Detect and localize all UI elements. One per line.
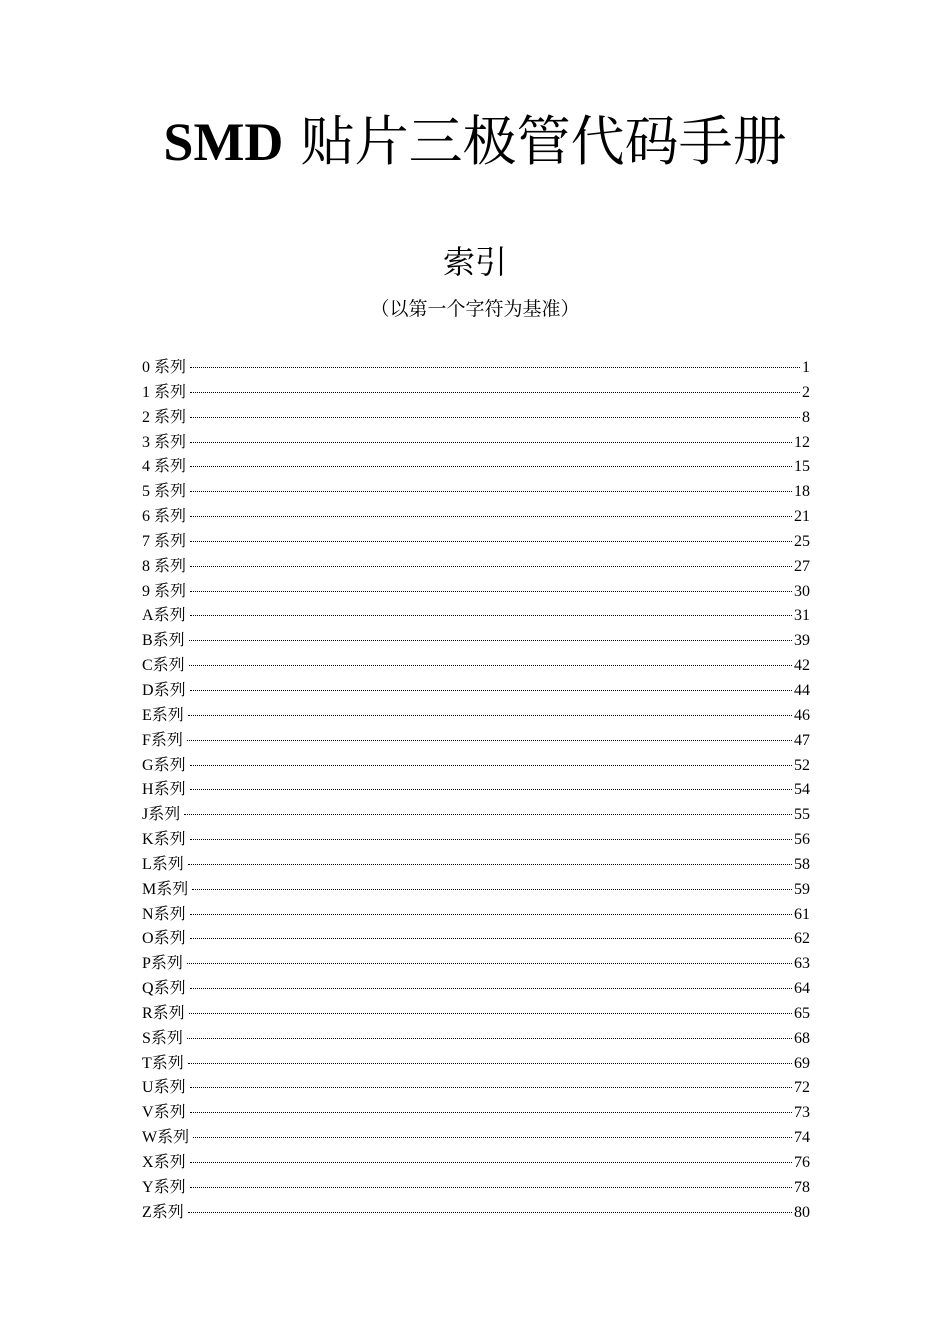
toc-page-number: 62 xyxy=(794,930,810,948)
toc-entry-label xyxy=(142,802,180,827)
toc-entry[interactable] xyxy=(142,454,810,479)
toc-entry-label xyxy=(142,951,183,976)
toc-dot-leader xyxy=(188,1212,792,1213)
toc-entry-series: 系列 xyxy=(154,555,187,575)
toc-entry-prefix: S xyxy=(142,1029,151,1047)
toc-entry-prefix: P xyxy=(142,955,151,973)
toc-entry[interactable] xyxy=(142,1150,810,1175)
toc-dot-leader xyxy=(190,914,792,915)
toc-entry-series: 系列 xyxy=(154,481,187,501)
toc-page-number: 74 xyxy=(794,1129,810,1147)
toc-dot-leader xyxy=(190,491,792,492)
toc-dot-leader xyxy=(190,566,792,567)
toc-page-number: 39 xyxy=(794,632,810,650)
toc-entry-label xyxy=(142,529,186,554)
toc-entry-prefix: 2 xyxy=(142,408,154,426)
toc-dot-leader xyxy=(188,864,792,865)
toc-page-number: 27 xyxy=(794,557,810,575)
toc-page-number: 78 xyxy=(794,1178,810,1196)
toc-page-number: 76 xyxy=(794,1154,810,1171)
toc-entry-series: 系列 xyxy=(154,580,187,600)
toc-entry[interactable] xyxy=(142,1051,810,1076)
toc-entry-label xyxy=(142,1125,189,1150)
toc-dot-leader xyxy=(190,690,792,691)
index-heading: 索引 xyxy=(442,243,507,281)
toc-entry[interactable] xyxy=(142,430,810,455)
toc-entry-series: 系列 xyxy=(154,506,187,526)
toc-entry-prefix: 5 xyxy=(142,483,154,501)
toc-entry[interactable] xyxy=(142,703,810,728)
toc-entry-prefix: W xyxy=(142,1129,158,1147)
toc-page-number: 61 xyxy=(794,905,810,923)
toc-dot-leader xyxy=(192,889,792,890)
toc-dot-leader xyxy=(190,591,792,592)
toc-entry[interactable] xyxy=(142,1026,810,1051)
toc-dot-leader xyxy=(190,516,792,517)
toc-entry-label xyxy=(142,603,186,628)
toc-entry[interactable] xyxy=(142,753,810,778)
toc-entry-series: 系列 xyxy=(150,1027,183,1047)
toc-entry-series: 系列 xyxy=(152,655,185,675)
toc-page-number: 25 xyxy=(794,532,810,550)
toc-page-number: 18 xyxy=(794,483,810,501)
toc-entry-label xyxy=(142,1075,186,1100)
toc-entry-prefix: J xyxy=(142,806,149,824)
toc-entry-prefix: U xyxy=(142,1079,154,1097)
toc-entry-prefix: 7 xyxy=(142,532,154,550)
toc-dot-leader xyxy=(188,1063,792,1064)
toc-entry[interactable] xyxy=(142,827,810,852)
toc-page-number: 55 xyxy=(794,806,810,824)
toc-page-number: 54 xyxy=(794,781,810,799)
toc-page-number: 68 xyxy=(794,1029,810,1047)
toc-dot-leader xyxy=(190,615,792,616)
toc-entry[interactable] xyxy=(142,1001,810,1026)
toc-entry-series: 系列 xyxy=(153,829,186,849)
toc-entry-label xyxy=(142,405,186,430)
toc-dot-leader xyxy=(190,1087,792,1088)
toc-entry[interactable] xyxy=(142,504,810,529)
toc-entry-series: 系列 xyxy=(152,630,185,650)
toc-entry[interactable] xyxy=(142,579,810,604)
toc-dot-leader xyxy=(187,1038,792,1039)
toc-entry-label xyxy=(142,728,183,753)
toc-entry-prefix: T xyxy=(142,1054,152,1072)
toc-entry[interactable] xyxy=(142,1125,810,1150)
toc-entry-series: 系列 xyxy=(154,431,187,451)
toc-entry[interactable] xyxy=(142,603,810,628)
toc-page-number: 21 xyxy=(794,508,810,526)
toc-entry-series: 系列 xyxy=(154,357,187,376)
toc-entry[interactable] xyxy=(142,877,810,902)
toc-entry-label xyxy=(142,902,186,927)
toc-page-number: 44 xyxy=(794,681,810,699)
toc-entry[interactable] xyxy=(142,1200,810,1225)
toc-entry-prefix: 8 xyxy=(142,557,154,575)
toc-dot-leader xyxy=(190,1187,792,1188)
toc-entry-series: 系列 xyxy=(148,804,181,824)
toc-entry-series: 系列 xyxy=(153,903,186,923)
toc-entry-label xyxy=(142,1001,185,1026)
toc-entry-prefix: 9 xyxy=(142,582,154,600)
toc-entry[interactable] xyxy=(142,1100,810,1125)
toc-entry-label xyxy=(142,753,186,778)
toc-entry-label xyxy=(142,454,186,479)
document-title xyxy=(0,106,950,178)
toc-page-number: 15 xyxy=(794,458,810,476)
toc-entry-label xyxy=(142,1051,184,1076)
toc-entry-prefix: 4 xyxy=(142,458,154,476)
toc-entry-series: 系列 xyxy=(151,853,184,873)
toc-page-number: 72 xyxy=(794,1079,810,1097)
toc-entry-prefix: X xyxy=(142,1154,154,1171)
toc-entry-series: 系列 xyxy=(151,1052,184,1072)
toc-entry-series: 系列 xyxy=(154,406,187,426)
toc-dot-leader xyxy=(190,988,792,989)
toc-entry-series: 系列 xyxy=(153,928,186,948)
toc-page-number: 42 xyxy=(794,657,810,675)
toc-entry[interactable] xyxy=(142,554,810,579)
toc-entry-series: 系列 xyxy=(152,1002,185,1022)
toc-entry[interactable] xyxy=(142,1175,810,1200)
index-subtitle: （以第一个字符为基准） xyxy=(370,298,580,320)
toc-entry[interactable] xyxy=(142,777,810,802)
toc-entry-prefix: D xyxy=(142,681,154,699)
toc-entry-label xyxy=(142,430,186,455)
toc-page-number: 59 xyxy=(794,880,810,898)
toc-entry-series: 系列 xyxy=(153,1152,186,1171)
toc-entry[interactable] xyxy=(142,529,810,554)
toc-page-number: 1 xyxy=(802,359,810,376)
toc-page-number: 63 xyxy=(794,955,810,973)
toc-entry-prefix: V xyxy=(142,1104,154,1122)
toc-entry[interactable] xyxy=(142,852,810,877)
table-of-contents xyxy=(142,355,810,1225)
toc-entry[interactable] xyxy=(142,902,810,927)
toc-entry-series: 系列 xyxy=(157,1127,190,1147)
toc-page-number: 30 xyxy=(794,582,810,600)
toc-entry-prefix: E xyxy=(142,706,152,724)
toc-dot-leader xyxy=(190,367,800,368)
toc-entry[interactable] xyxy=(142,951,810,976)
toc-dot-leader xyxy=(190,541,792,542)
toc-entry[interactable] xyxy=(142,355,810,380)
toc-page-number: 12 xyxy=(794,433,810,451)
toc-entry-label xyxy=(142,479,186,504)
toc-entry-label xyxy=(142,852,184,877)
toc-entry-series: 系列 xyxy=(154,381,187,401)
toc-dot-leader xyxy=(190,789,792,790)
toc-entry-label xyxy=(142,1175,186,1200)
toc-entry-prefix: O xyxy=(142,930,154,948)
toc-page-number: 31 xyxy=(794,607,810,625)
toc-entry-series: 系列 xyxy=(153,679,186,699)
toc-entry-series: 系列 xyxy=(153,605,186,625)
toc-page-number: 47 xyxy=(794,731,810,749)
toc-entry-prefix: 0 xyxy=(142,359,154,376)
toc-page-number: 73 xyxy=(794,1104,810,1122)
toc-entry-prefix: L xyxy=(142,855,152,873)
toc-entry-label xyxy=(142,355,186,380)
toc-entry[interactable] xyxy=(142,926,810,951)
toc-entry-prefix: 1 xyxy=(142,383,154,401)
toc-dot-leader xyxy=(190,392,800,393)
document-title-latin: SMD xyxy=(163,112,284,172)
toc-page-number: 64 xyxy=(794,980,810,998)
toc-entry-series: 系列 xyxy=(150,953,183,973)
toc-dot-leader xyxy=(190,442,792,443)
toc-entry-prefix: Y xyxy=(142,1178,154,1196)
toc-entry-prefix: K xyxy=(142,831,154,849)
toc-entry-label xyxy=(142,877,188,902)
toc-entry[interactable] xyxy=(142,678,810,703)
toc-page-number: 46 xyxy=(794,706,810,724)
toc-dot-leader xyxy=(190,1112,792,1113)
toc-entry[interactable] xyxy=(142,653,810,678)
toc-entry-prefix: 6 xyxy=(142,508,154,526)
toc-entry-series: 系列 xyxy=(153,1102,186,1122)
toc-entry-label xyxy=(142,653,185,678)
toc-entry-series: 系列 xyxy=(153,1176,186,1196)
toc-entry-series: 系列 xyxy=(153,978,186,998)
toc-entry[interactable] xyxy=(142,728,810,753)
toc-dot-leader xyxy=(184,814,792,815)
toc-dot-leader xyxy=(189,640,792,641)
toc-entry-series: 系列 xyxy=(153,754,186,774)
toc-entry[interactable] xyxy=(142,976,810,1001)
toc-entry[interactable] xyxy=(142,628,810,653)
toc-dot-leader xyxy=(189,1013,792,1014)
toc-entry-prefix: M xyxy=(142,880,157,898)
toc-entry[interactable] xyxy=(142,405,810,430)
toc-entry-prefix: C xyxy=(142,657,153,675)
toc-entry-label xyxy=(142,703,184,728)
toc-entry-series: 系列 xyxy=(156,878,189,898)
toc-entry-label xyxy=(142,554,186,579)
toc-entry-prefix: N xyxy=(142,905,154,923)
toc-dot-leader xyxy=(190,765,792,766)
toc-entry-label xyxy=(142,1200,184,1225)
toc-entry-prefix: F xyxy=(142,731,151,749)
toc-entry-series: 系列 xyxy=(154,530,187,550)
toc-page-number: 65 xyxy=(794,1004,810,1022)
toc-entry-label xyxy=(142,827,186,852)
toc-entry-prefix: B xyxy=(142,632,153,650)
toc-entry-prefix: G xyxy=(142,756,154,774)
toc-entry-prefix: Q xyxy=(142,980,154,998)
toc-entry-label xyxy=(142,579,186,604)
toc-entry-prefix: Z xyxy=(142,1203,152,1221)
toc-page-number: 52 xyxy=(794,756,810,774)
toc-dot-leader xyxy=(189,665,792,666)
toc-dot-leader xyxy=(190,1162,792,1163)
toc-dot-leader xyxy=(190,417,800,418)
toc-entry-series: 系列 xyxy=(153,1077,186,1097)
toc-dot-leader xyxy=(190,938,792,939)
toc-entry-label xyxy=(142,678,186,703)
toc-entry-label xyxy=(142,628,185,653)
toc-page-number: 56 xyxy=(794,831,810,849)
toc-page-number: 2 xyxy=(802,383,810,401)
toc-page-number: 58 xyxy=(794,855,810,873)
toc-dot-leader xyxy=(188,715,792,716)
toc-page-number: 8 xyxy=(802,408,810,426)
toc-entry-prefix: A xyxy=(142,607,154,625)
toc-entry-series: 系列 xyxy=(154,456,187,476)
toc-entry-series: 系列 xyxy=(150,729,183,749)
toc-entry-prefix: H xyxy=(142,781,154,799)
toc-entry-prefix: R xyxy=(142,1004,153,1022)
toc-dot-leader xyxy=(190,839,792,840)
toc-entry-label xyxy=(142,926,186,951)
toc-entry[interactable] xyxy=(142,479,810,504)
toc-entry-prefix: 3 xyxy=(142,433,154,451)
toc-entry-label xyxy=(142,1150,186,1175)
toc-entry-label xyxy=(142,380,186,405)
toc-entry-label xyxy=(142,777,186,802)
toc-dot-leader xyxy=(187,740,792,741)
toc-entry-series: 系列 xyxy=(153,779,186,799)
toc-dot-leader xyxy=(193,1137,792,1138)
toc-entry-series: 系列 xyxy=(151,1201,184,1221)
toc-page-number: 69 xyxy=(794,1054,810,1072)
toc-entry[interactable] xyxy=(142,380,810,405)
toc-page-number: 80 xyxy=(794,1203,810,1221)
toc-entry-label xyxy=(142,1026,183,1051)
toc-dot-leader xyxy=(187,963,792,964)
toc-entry[interactable] xyxy=(142,1075,810,1100)
toc-entry-label xyxy=(142,504,186,529)
toc-entry-series: 系列 xyxy=(151,704,184,724)
toc-entry-label xyxy=(142,1100,186,1125)
toc-entry-label xyxy=(142,976,186,1001)
toc-entry[interactable] xyxy=(142,802,810,827)
toc-dot-leader xyxy=(190,466,792,467)
document-title-cjk: 贴片三极管代码手册 xyxy=(283,110,787,173)
